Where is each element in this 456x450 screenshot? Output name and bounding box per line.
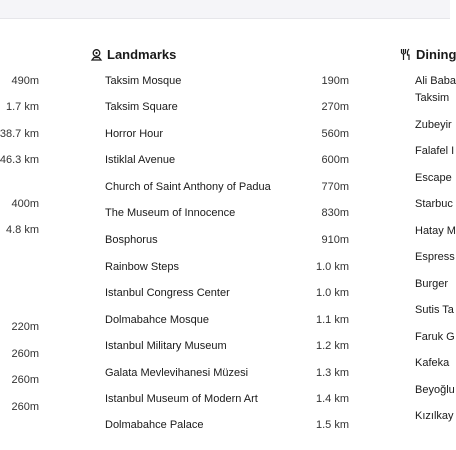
dining-name-line2: Taksim: [415, 92, 450, 104]
landmark-icon: [90, 48, 103, 61]
landmark-name: Galata Mevlevihanesi Müzesi: [105, 367, 249, 379]
landmark-distance: 770m: [321, 181, 349, 193]
top-bar: [0, 0, 450, 19]
left-distance: 46.3 km: [0, 154, 39, 166]
dining-name: Kafeka: [415, 357, 450, 369]
landmark-name: Dolmabahce Palace: [105, 419, 204, 431]
landmark-distance: 1.1 km: [315, 314, 349, 326]
dining-header: [399, 45, 456, 63]
landmark-name: Church of Saint Anthony of Padua: [105, 181, 271, 193]
dining-name: Hatay M: [415, 225, 456, 237]
left-distance: 260m: [11, 374, 39, 386]
fork-knife-icon: [399, 48, 412, 61]
landmark-name: Istanbul Museum of Modern Art: [105, 393, 258, 405]
landmark-name: Dolmabahce Mosque: [105, 314, 209, 326]
left-distance: 38.7 km: [0, 128, 39, 140]
dining-name: Beyoğlu: [415, 384, 455, 396]
landmark-name: Istanbul Military Museum: [105, 340, 227, 352]
left-distance: 400m: [11, 198, 39, 210]
landmark-name: Rainbow Steps: [105, 261, 179, 273]
dining-name: Ali Baba: [415, 75, 456, 87]
left-distance: 220m: [11, 321, 39, 333]
dining-name: Sutis Ta: [415, 304, 454, 316]
left-distance: 260m: [11, 348, 39, 360]
landmark-name: Taksim Mosque: [105, 75, 182, 87]
left-distance: 260m: [11, 401, 39, 413]
landmarks-header: [90, 45, 176, 63]
dining-name: Starbuc: [415, 198, 453, 210]
left-distance: 490m: [11, 75, 39, 87]
landmark-distance: 1.5 km: [315, 419, 349, 431]
landmark-name: Bosphorus: [105, 234, 158, 246]
landmark-name: Istiklal Avenue: [105, 154, 176, 166]
dining-name: Espress: [415, 251, 455, 263]
landmark-distance: 560m: [321, 128, 349, 140]
landmark-name: The Museum of Innocence: [105, 207, 236, 219]
landmark-distance: 910m: [321, 234, 349, 246]
landmark-distance: 1.2 km: [315, 340, 349, 352]
landmarks-title: Landmarks: [107, 46, 177, 62]
landmark-distance: 600m: [321, 154, 349, 166]
dining-name: Falafel I: [415, 145, 455, 157]
landmark-name: Istanbul Congress Center: [105, 287, 230, 299]
dining-name: Burger: [415, 278, 449, 290]
landmark-distance: 830m: [321, 207, 349, 219]
left-distance: 1.7 km: [5, 101, 39, 113]
dining-name: Zubeyir: [415, 119, 452, 131]
landmark-distance: 1.4 km: [315, 393, 349, 405]
dining-name: Kızılkay: [415, 410, 454, 422]
landmark-distance: 1.3 km: [315, 367, 349, 379]
left-distance: 4.8 km: [5, 224, 39, 236]
landmark-name: Horror Hour: [105, 128, 164, 140]
dining-name: Escape: [415, 172, 452, 184]
landmark-distance: 190m: [321, 75, 349, 87]
landmark-name: Taksim Square: [105, 101, 178, 113]
landmark-distance: 1.0 km: [315, 287, 349, 299]
dining-name: Faruk G: [415, 331, 455, 343]
landmark-distance: 1.0 km: [315, 261, 349, 273]
landmark-distance: 270m: [321, 101, 349, 113]
dining-title: Dining: [416, 46, 456, 62]
